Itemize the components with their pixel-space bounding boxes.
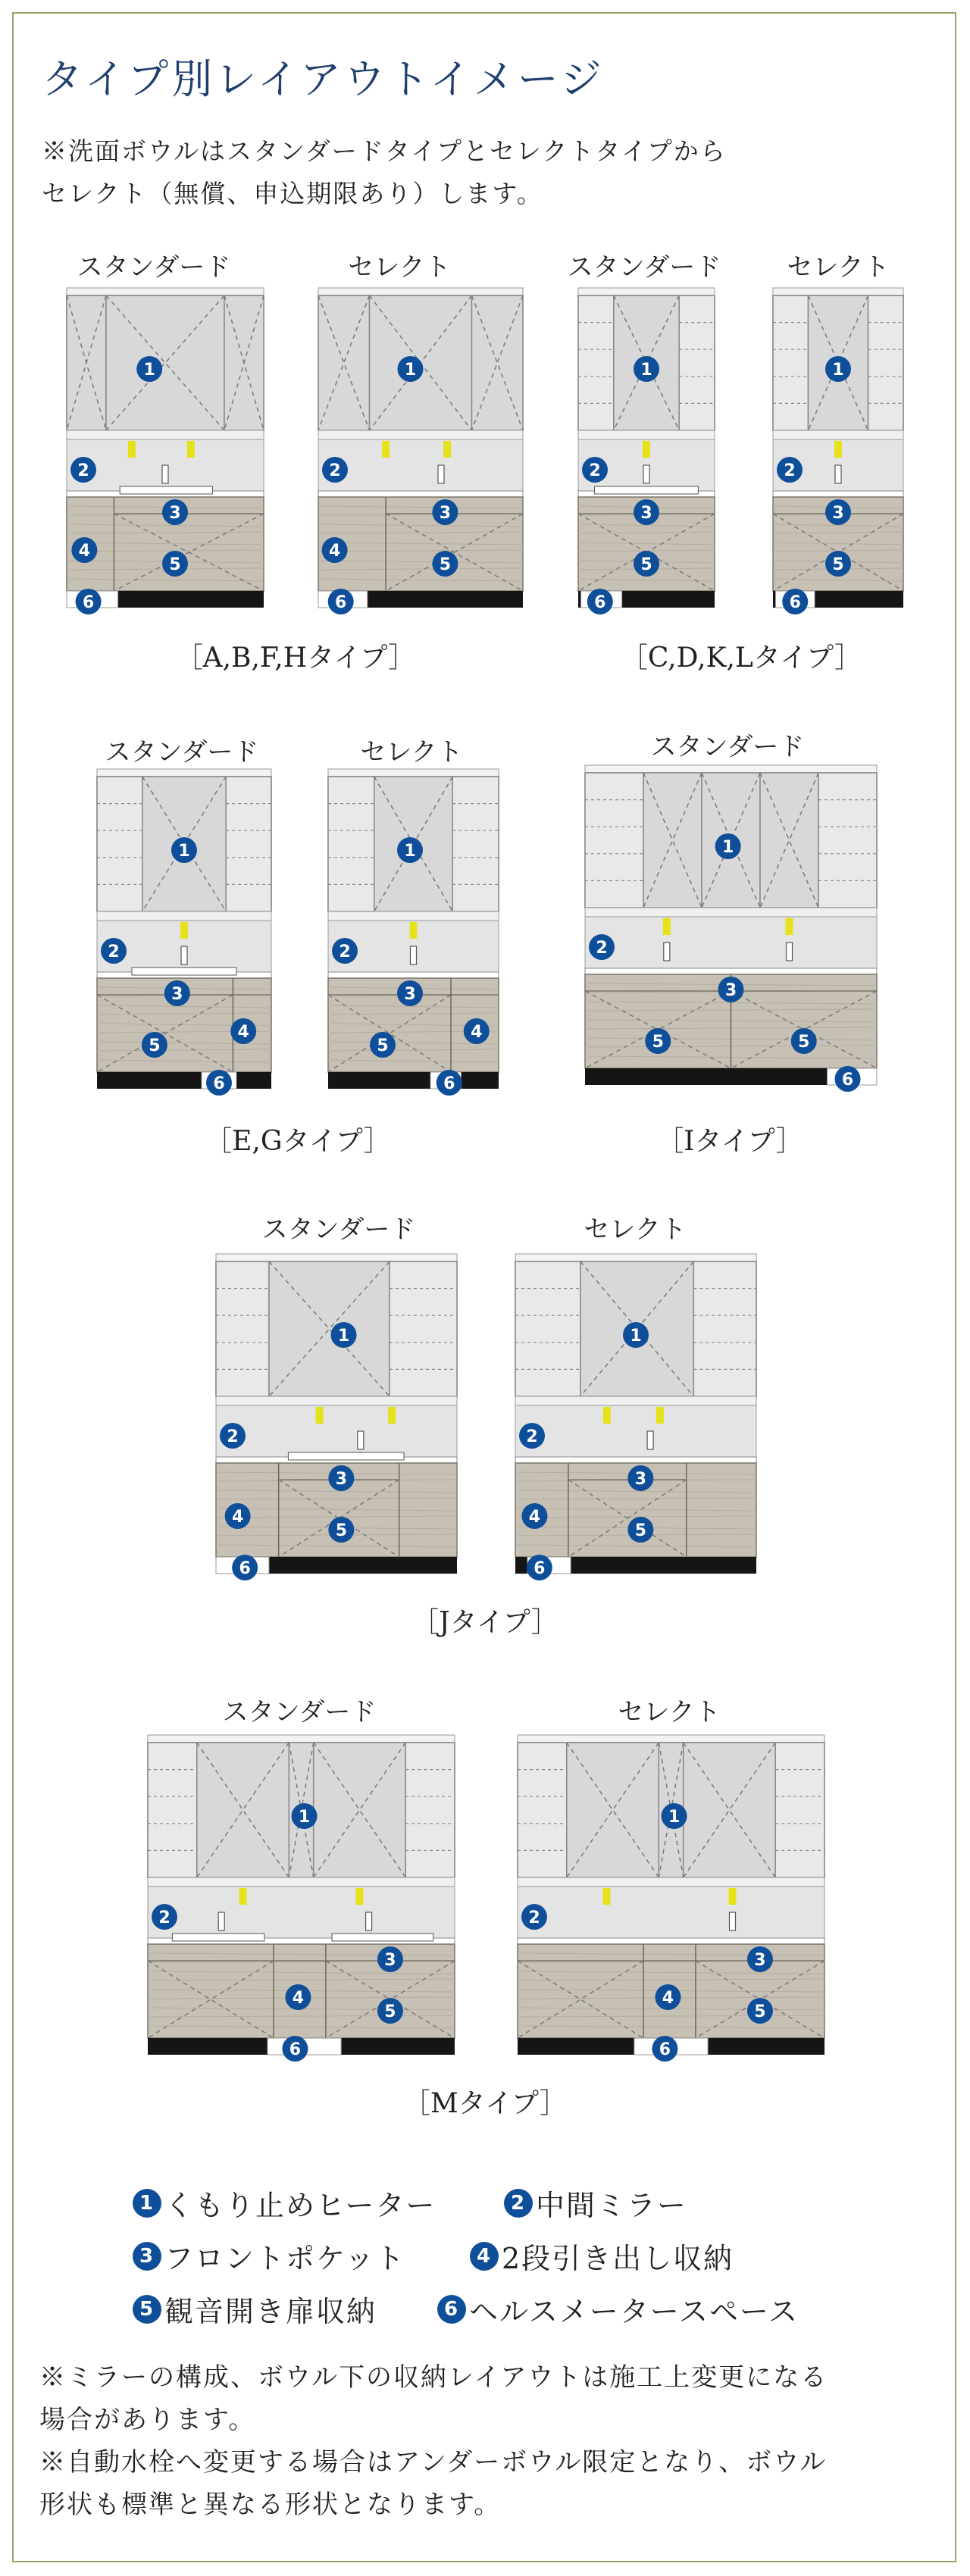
- badge-6-label: 6: [289, 2040, 302, 2059]
- badge-5-label: 5: [754, 2002, 766, 2021]
- vanity-abfh-select: [318, 288, 523, 621]
- badge-5-icon: 5: [133, 2295, 161, 2324]
- middle-mirror: [318, 439, 523, 491]
- mirror-panel-1: [567, 1743, 659, 1877]
- group-label-i: ［Iタイプ］: [656, 1126, 803, 1157]
- label-standard-m: スタンダード: [222, 1697, 377, 1727]
- badge-5-label: 5: [634, 1521, 647, 1540]
- light-soffit: [318, 430, 523, 439]
- light-0: [316, 1407, 324, 1424]
- mirror-panel-2: [693, 1261, 756, 1396]
- mirror-panel-0: [328, 777, 374, 911]
- countertop: [318, 491, 523, 497]
- bowl-0: [288, 1452, 404, 1460]
- cabinet-top: [773, 288, 903, 295]
- page-title: タイプ別レイアウトイメージ: [42, 55, 605, 103]
- middle-mirror: [216, 1405, 457, 1457]
- badge-1-label: 1: [298, 1808, 311, 1827]
- label-standard-abfh: スタンダード: [77, 252, 231, 283]
- badge-1-label: 1: [404, 361, 417, 380]
- mirror-panel-2: [390, 1261, 457, 1396]
- group-label-cdkl: ［C,D,K,Lタイプ］: [620, 642, 862, 674]
- badge-6-label: 6: [789, 593, 801, 612]
- plinth: [97, 1072, 271, 1089]
- label-select-j: セレクト: [584, 1215, 687, 1245]
- badge-5-label: 5: [169, 555, 181, 574]
- vanity-eg-select: [328, 769, 499, 1102]
- light-soffit: [148, 1877, 455, 1887]
- badge-6-label: 6: [213, 1074, 225, 1093]
- label-standard-cdkl: スタンダード: [567, 252, 721, 283]
- light-0: [602, 1888, 610, 1905]
- vanity-eg-standard: [97, 769, 271, 1102]
- badge-2-icon: 2: [504, 2189, 533, 2218]
- label-standard-eg: スタンダード: [105, 737, 259, 767]
- vanity-m-select: [518, 1735, 824, 2068]
- light-soffit: [216, 1396, 457, 1405]
- faucet-0: [218, 1912, 224, 1930]
- light-1: [355, 1888, 363, 1905]
- mirror-panel-4: [775, 1743, 824, 1877]
- light-soffit: [578, 430, 715, 439]
- countertop: [585, 968, 877, 974]
- light-1: [786, 918, 793, 935]
- badge-1-icon: 1: [133, 2189, 161, 2218]
- mirror-panel-0: [585, 773, 643, 908]
- middle-mirror: [148, 1887, 455, 1938]
- light-1: [187, 441, 195, 458]
- countertop: [518, 1938, 824, 1944]
- light-0: [643, 441, 650, 458]
- badge-6-label: 6: [534, 1559, 546, 1578]
- light-0: [180, 922, 188, 939]
- badge-2-label: 2: [158, 1909, 171, 1927]
- footnote-line-2: 場合があります。: [39, 2405, 256, 2435]
- light-soffit: [585, 908, 877, 917]
- faucet-0: [162, 465, 168, 483]
- group-label-eg: ［E,Gタイプ］: [205, 1126, 391, 1157]
- mirror-panel-2: [226, 777, 271, 911]
- light-soffit: [97, 911, 271, 921]
- cabinet-top: [148, 1735, 455, 1743]
- footnote-line-1: ※ミラーの構成、ボウル下の収納レイアウトは施工上変更になる: [39, 2362, 828, 2393]
- mirror-panel-3: [684, 1743, 776, 1877]
- badge-5-label: 5: [439, 555, 452, 574]
- badge-5-label: 5: [149, 1036, 161, 1055]
- label-select-abfh: セレクト: [348, 252, 451, 283]
- badge-3-label: 3: [724, 981, 737, 1000]
- cabinet-top: [67, 288, 264, 295]
- footnote-line-4: 形状も標準と異なる形状となります。: [39, 2490, 502, 2520]
- mirror-panel-1: [643, 773, 702, 908]
- mirror-panel-2: [472, 295, 524, 430]
- legend-text-2: 中間ミラー: [536, 2189, 688, 2222]
- light-0: [834, 441, 842, 458]
- badge-1-label: 1: [640, 361, 652, 380]
- legend-item-6: [437, 2288, 799, 2330]
- light-0: [603, 1407, 611, 1424]
- mirror-panel-1: [197, 1743, 289, 1877]
- legend-text-5: 観音開き扉収納: [164, 2295, 377, 2328]
- badge-1-label: 1: [832, 361, 844, 380]
- badge-5-label: 5: [377, 1036, 389, 1055]
- footnote-line-3: ※自動水栓へ変更する場合はアンダーボウル限定となり、ボウル: [39, 2447, 828, 2478]
- badge-6-label: 6: [335, 593, 347, 612]
- faucet-0: [664, 943, 670, 961]
- intro-line-2: セレクト（無償、申込期限あり）します。: [42, 179, 543, 208]
- badge-3-label: 3: [754, 1951, 766, 1970]
- badge-2-label: 2: [596, 939, 608, 958]
- faucet-0: [835, 465, 841, 483]
- legend-item-1: [133, 2182, 436, 2224]
- badge-4-label: 4: [237, 1023, 249, 1042]
- badge-2-label: 2: [589, 461, 601, 480]
- legend-text-6: ヘルスメータースペース: [469, 2295, 799, 2328]
- mirror-panel-0: [148, 1743, 197, 1877]
- plinth: [328, 1072, 499, 1089]
- vanity-j-select: [515, 1254, 756, 1587]
- badge-1-label: 1: [404, 842, 416, 861]
- vanity-abfh-standard: [67, 288, 264, 621]
- badge-5-label: 5: [640, 555, 652, 574]
- light-1: [729, 1888, 737, 1905]
- light-soffit: [773, 430, 903, 439]
- badge-4-icon: 4: [470, 2242, 499, 2271]
- mirror-panel-0: [578, 295, 614, 430]
- countertop: [773, 491, 903, 497]
- badge-4-label: 4: [528, 1508, 541, 1527]
- light-soffit: [515, 1396, 756, 1405]
- legend-item-4: [470, 2235, 734, 2277]
- badge-3-label: 3: [634, 1470, 647, 1489]
- light-soffit: [328, 911, 499, 921]
- bowl-0: [595, 486, 699, 494]
- cabinet-top: [585, 765, 877, 773]
- badge-1-label: 1: [178, 842, 190, 861]
- badge-5-label: 5: [798, 1033, 810, 1052]
- light-0: [239, 1888, 247, 1905]
- mirror-panel-2: [452, 777, 499, 911]
- light-1: [656, 1407, 664, 1424]
- badge-3-label: 3: [640, 504, 652, 523]
- badge-3-label: 3: [169, 504, 181, 523]
- badge-4-label: 4: [662, 1989, 674, 2008]
- badge-6-label: 6: [594, 593, 606, 612]
- badge-1-label: 1: [337, 1327, 350, 1346]
- vanity-cdkl-standard: [578, 288, 715, 621]
- badge-3-label: 3: [171, 985, 183, 1004]
- badge-1-label: 1: [630, 1327, 642, 1346]
- vanity-cdkl-select: [773, 288, 903, 621]
- countertop: [515, 1457, 756, 1463]
- badge-6-label: 6: [659, 2040, 671, 2059]
- cabinet-top: [518, 1735, 824, 1743]
- badge-5-label: 5: [652, 1033, 664, 1052]
- bowl-1: [332, 1934, 433, 1941]
- light-0: [663, 918, 671, 935]
- light-soffit: [67, 430, 264, 439]
- label-select-cdkl: セレクト: [787, 252, 890, 283]
- badge-4-label: 4: [471, 1023, 483, 1042]
- badge-3-label: 3: [439, 504, 452, 523]
- mirror-panel-0: [515, 1261, 580, 1396]
- legend-text-4: 2段引き出し収納: [502, 2242, 734, 2275]
- badge-1-label: 1: [721, 838, 734, 857]
- light-0: [128, 441, 136, 458]
- middle-mirror: [585, 917, 877, 968]
- label-standard-i: スタンダード: [650, 732, 805, 762]
- light-soffit: [518, 1877, 824, 1887]
- bowl-0: [172, 1934, 264, 1941]
- badge-5-label: 5: [335, 1521, 348, 1540]
- intro-line-1: ※洗面ボウルはスタンダードタイプとセレクトタイプから: [42, 136, 727, 166]
- badge-6-label: 6: [841, 1071, 854, 1089]
- middle-mirror: [515, 1405, 756, 1457]
- legend-item-5: [133, 2288, 377, 2330]
- badge-2-label: 2: [329, 461, 341, 480]
- badge-3-icon: 3: [133, 2242, 161, 2271]
- badge-2-label: 2: [528, 1909, 540, 1927]
- legend-item-3: [133, 2235, 405, 2277]
- group-label-m: ［Mタイプ］: [402, 2088, 568, 2119]
- cabinet-top: [318, 288, 523, 295]
- cabinet-top: [515, 1254, 756, 1261]
- light-0: [382, 441, 390, 458]
- mirror-panel-0: [773, 295, 808, 430]
- mirror-panel-0: [318, 295, 370, 430]
- badge-6-icon: 6: [437, 2295, 466, 2324]
- badge-3-label: 3: [832, 504, 844, 523]
- faucet-1: [787, 943, 793, 961]
- light-1: [388, 1407, 396, 1424]
- mirror-panel-3: [760, 773, 818, 908]
- light-0: [410, 922, 418, 939]
- legend-item-2: [504, 2182, 687, 2224]
- middle-mirror: [518, 1887, 824, 1938]
- bowl-0: [132, 968, 236, 975]
- badge-6-label: 6: [239, 1559, 251, 1578]
- badge-4-label: 4: [292, 1989, 305, 2008]
- mirror-panel-0: [97, 777, 142, 911]
- badge-2-label: 2: [227, 1427, 239, 1446]
- cabinet-top: [216, 1254, 457, 1261]
- badge-3-label: 3: [404, 985, 416, 1004]
- badge-6-label: 6: [443, 1074, 455, 1093]
- legend-text-1: くもり止めヒーター: [164, 2189, 436, 2222]
- group-label-abfh: ［A,B,F,Hタイプ］: [175, 642, 416, 674]
- badge-2-label: 2: [339, 943, 351, 961]
- badge-4-label: 4: [231, 1508, 244, 1527]
- faucet-0: [643, 465, 649, 483]
- badge-5-label: 5: [832, 555, 844, 574]
- light-1: [443, 441, 451, 458]
- badge-4-label: 4: [328, 542, 341, 561]
- faucet-0: [181, 946, 187, 964]
- faucet-1: [366, 1912, 372, 1930]
- mirror-panel-4: [405, 1743, 455, 1877]
- faucet-0: [647, 1431, 653, 1449]
- badge-4-label: 4: [78, 542, 91, 561]
- group-label-j: ［Jタイプ］: [411, 1607, 559, 1638]
- legend-text-3: フロントポケット: [164, 2242, 406, 2275]
- mirror-panel-3: [314, 1743, 406, 1877]
- vanity-i-standard: [585, 765, 877, 1099]
- cabinet-top: [97, 769, 271, 777]
- badge-6-label: 6: [82, 593, 95, 612]
- bowl-0: [120, 486, 212, 494]
- badge-1-label: 1: [668, 1808, 681, 1827]
- vanity-j-standard: [216, 1254, 457, 1587]
- badge-2-label: 2: [526, 1427, 538, 1446]
- mirror-panel-2: [868, 295, 903, 430]
- label-standard-j: スタンダード: [261, 1215, 416, 1245]
- faucet-0: [730, 1912, 736, 1930]
- faucet-0: [411, 946, 417, 964]
- badge-3-label: 3: [335, 1470, 348, 1489]
- cabinet-top: [328, 769, 499, 777]
- badge-1-label: 1: [143, 361, 155, 380]
- badge-2-label: 2: [108, 943, 120, 961]
- mirror-panel-0: [518, 1743, 567, 1877]
- badge-5-label: 5: [384, 2002, 396, 2021]
- mirror-panel-0: [216, 1261, 269, 1396]
- countertop: [328, 972, 499, 978]
- badge-2-label: 2: [77, 461, 89, 480]
- mirror-panel-2: [679, 295, 715, 430]
- badge-2-label: 2: [784, 461, 796, 480]
- label-select-eg: セレクト: [360, 737, 463, 767]
- badge-3-label: 3: [384, 1951, 396, 1970]
- mirror-panel-4: [818, 773, 877, 908]
- faucet-0: [358, 1431, 364, 1449]
- cabinet-top: [578, 288, 715, 295]
- label-select-m: セレクト: [618, 1697, 721, 1727]
- faucet-0: [438, 465, 444, 483]
- vanity-m-standard: [148, 1735, 455, 2068]
